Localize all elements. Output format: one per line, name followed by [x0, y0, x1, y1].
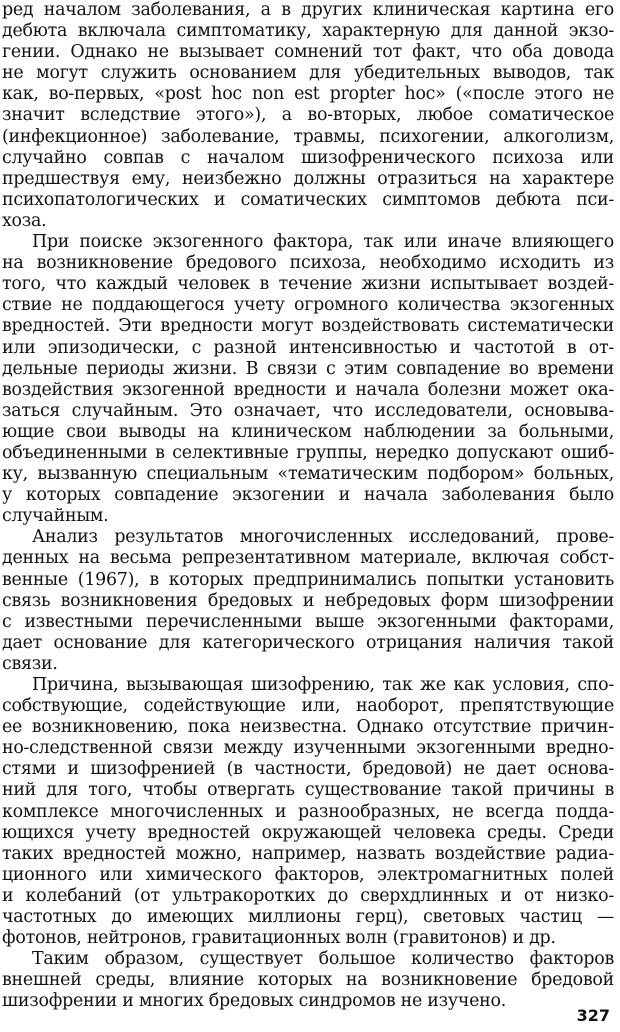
text-line: Таким образом, существует большое количество факторов — [32, 949, 614, 970]
body-text — [2, 0, 614, 1013]
text-line: шизофрении и многих бредовых синдромов не изучено. — [2, 991, 506, 1012]
paragraph — [2, 675, 614, 949]
text-line: объединенными в селективные группы, нередко допускают ошиб- — [2, 442, 614, 463]
text-line: ствие не поддающегося учету огромного количества экзогенных — [2, 295, 614, 316]
text-line: но-следственной связи между изученными экзогенными вредно- — [2, 738, 614, 759]
text-line: комплексе многочисленных и разнообразных, не всегда подда- — [2, 801, 614, 822]
text-line: денных на весьма репрезентативном материале, включая собст- — [2, 548, 614, 569]
text-line: Анализ результатов многочисленных исследований, прове- — [32, 527, 614, 548]
text-line: и колебаний (от ультракоротких до сверхдлинных и от низко- — [2, 885, 614, 906]
paragraph — [2, 949, 614, 1012]
text-line: на возникновение бредового психоза, необходимо исходить из — [2, 253, 614, 274]
text-line: психопатологических и соматических симптомов дебюта пси- — [2, 189, 614, 210]
text-line: дельные периоды жизни. В связи с этим совпадение во времени — [2, 358, 614, 379]
text-line: собствующие, содействующие или, наоборот, препятствующие — [2, 696, 614, 717]
text-line: с известными перечисленными выше экзогенными факторами, — [2, 611, 614, 632]
text-line: заться случайным. Это означает, что исследователи, основыва- — [2, 400, 614, 421]
text-line: или эпизодически, с разной интенсивностью и частотой в от- — [2, 337, 614, 358]
paragraph — [2, 0, 614, 232]
paragraph — [2, 527, 614, 675]
text-line: ющихся учету вредностей окружающей человека среды. Среди — [2, 822, 614, 843]
text-line: дебюта включала симптоматику, характерную для данной экзо- — [2, 21, 614, 42]
text-line: гении. Однако не вызывает сомнений тот факт, что оба довода — [2, 42, 614, 63]
text-line: При поиске экзогенного фактора, так или иначе влияющего — [32, 232, 614, 253]
text-line: внешней среды, влияние которых на возникновение бредовой — [2, 970, 614, 991]
text-line: воздействия экзогенной вредности и начала болезни может ока- — [2, 379, 614, 400]
text-line: венные (1967), в которых предпринимались попытки установить — [2, 569, 614, 590]
text-line: у которых совпадение экзогении и начала заболевания было — [2, 485, 614, 506]
text-line: (инфекционное) заболевание, травмы, психогении, алкоголизм, — [2, 126, 614, 147]
text-line: таких вредностей можно, например, назвать воздействие радиа- — [2, 843, 614, 864]
text-line: ее возникновению, пока неизвестна. Однако отсутствие причин- — [2, 717, 614, 738]
text-line: Причина, вызывающая шизофрению, так же как условия, спо- — [32, 675, 614, 695]
text-line: связи. — [2, 653, 58, 674]
text-line: связь возникновения бредовых и небредовых форм шизофрении — [2, 590, 614, 611]
text-line: частотных до имеющих миллионы герц), световых частиц — — [2, 907, 614, 928]
text-line: случайным. — [2, 506, 109, 527]
text-line: фотонов, нейтронов, гравитационных волн (гравитонов) и др. — [2, 928, 556, 949]
text-line: хоза. — [2, 210, 47, 231]
text-line: предшествуя ему, неизбежно должны отразиться на характере — [2, 168, 614, 189]
text-line: ющие свои выводы на клиническом наблюдении за больными, — [2, 421, 614, 442]
text-line: значит вследствие этого»), а во-вторых, любое соматическое — [2, 105, 614, 126]
text-line: ционного или химического факторов, электромагнитных полей — [2, 864, 614, 885]
text-line: не могут служить основанием для убедительных выводов, так — [2, 63, 614, 84]
text-line: того, что каждый человек в течение жизни испытывает воздей- — [2, 274, 614, 295]
text-line: ний для того, чтобы отвергать существование такой причины в — [2, 780, 614, 801]
text-line: как, во-первых, «post hoc non est propter hoc» («после этого не — [2, 84, 614, 105]
text-line: вредностей. Эти вредности могут воздействовать систематически — [2, 316, 614, 337]
page-number: 327 — [576, 1006, 610, 1025]
text-line: случайно совпав с началом шизофренического психоза или — [2, 147, 614, 168]
paragraph — [2, 232, 614, 527]
text-line: ред началом заболевания, а в других клиническая картина его — [2, 0, 614, 20]
text-line: дает основание для категорического отрицания наличия такой — [2, 632, 614, 653]
text-line: стями и шизофренией (в частности, бредовой) не дает основа- — [2, 759, 614, 780]
text-line: ку, вызванную специальным «тематическим подбором» больных, — [2, 464, 614, 485]
